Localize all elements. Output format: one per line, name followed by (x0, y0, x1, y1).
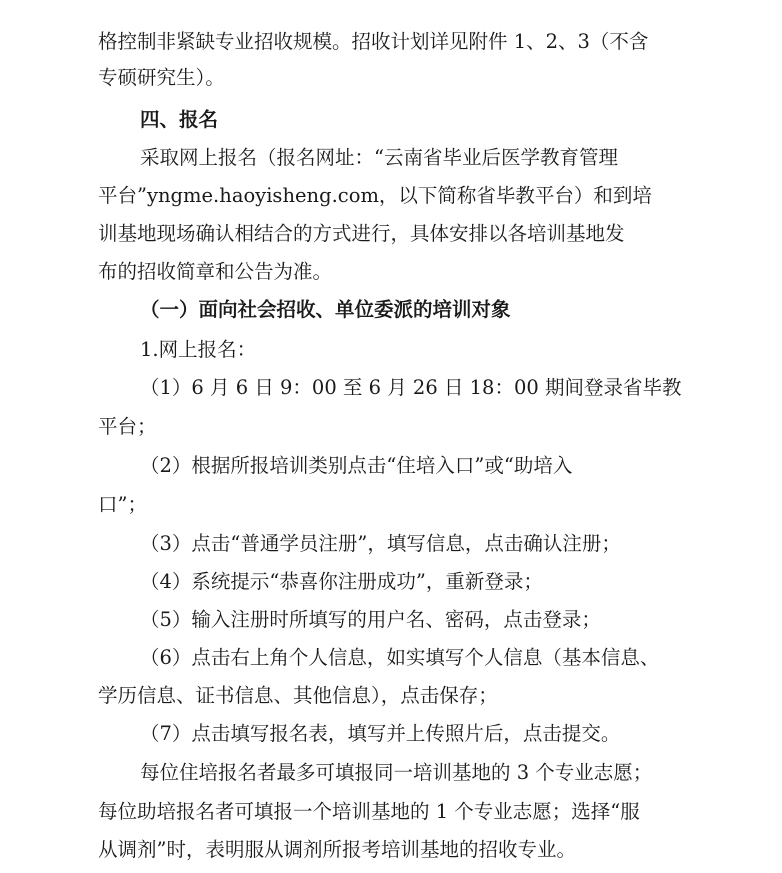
text-line-16: （5）输入注册时所填写的用户名、密码，点击登录； (140, 608, 601, 631)
text-line-12: （2）根据所报培训类别点击“住培入口”或“助培入 (140, 454, 573, 477)
text-line-9: 1.网上报名： (140, 338, 257, 361)
text-line-17: （6）点击右上角个人信息，如实填写个人信息（基本信息、 (140, 646, 660, 669)
text-line-6: 训基地现场确认相结合的方式进行，具体安排以各培训基地发 (98, 222, 625, 245)
text-line-14: （3）点击“普通学员注册”，填写信息，点击确认注册； (140, 532, 621, 555)
text-line-13: 口”； (98, 493, 147, 516)
subsection-heading: （一）面向社会招收、单位委派的培训对象 (140, 298, 511, 321)
text-line-22: 从调剂”时，表明服从调剂所报考培训基地的招收专业。 (98, 838, 576, 861)
text-line-21: 每位助培报名者可填报一个培训基地的 1 个专业志愿；选择“服 (98, 800, 640, 823)
text-line-2: 专硕研究生）。 (98, 66, 225, 89)
text-line-5: 平台”yngme.haoyisheng.com，以下简称省毕教平台）和到培 (98, 184, 652, 207)
text-line-15: （4）系统提示“恭喜你注册成功”，重新登录； (140, 570, 543, 593)
text-line-20: 每位住培报名者最多可填报同一培训基地的 3 个专业志愿； (140, 761, 653, 784)
text-line-4: 采取网上报名（报名网址：“云南省毕业后医学教育管理 (140, 146, 618, 169)
section-heading-registration: 四、报名 (140, 108, 219, 131)
text-line-11: 平台； (98, 415, 157, 438)
text-line-19: （7）点击填写报名表，填写并上传照片后，点击提交。 (140, 722, 621, 745)
text-line-1: 格控制非紧缺专业招收规模。招收计划详见附件 1、2、3（不含 (98, 30, 649, 53)
text-line-10: （1）6 月 6 日 9：00 至 6 月 26 日 18：00 期间登录省毕教 (140, 376, 682, 399)
text-line-18: 学历信息、证书信息、其他信息），点击保存； (98, 684, 498, 707)
text-line-7: 布的招收简章和公告为准。 (98, 260, 333, 283)
